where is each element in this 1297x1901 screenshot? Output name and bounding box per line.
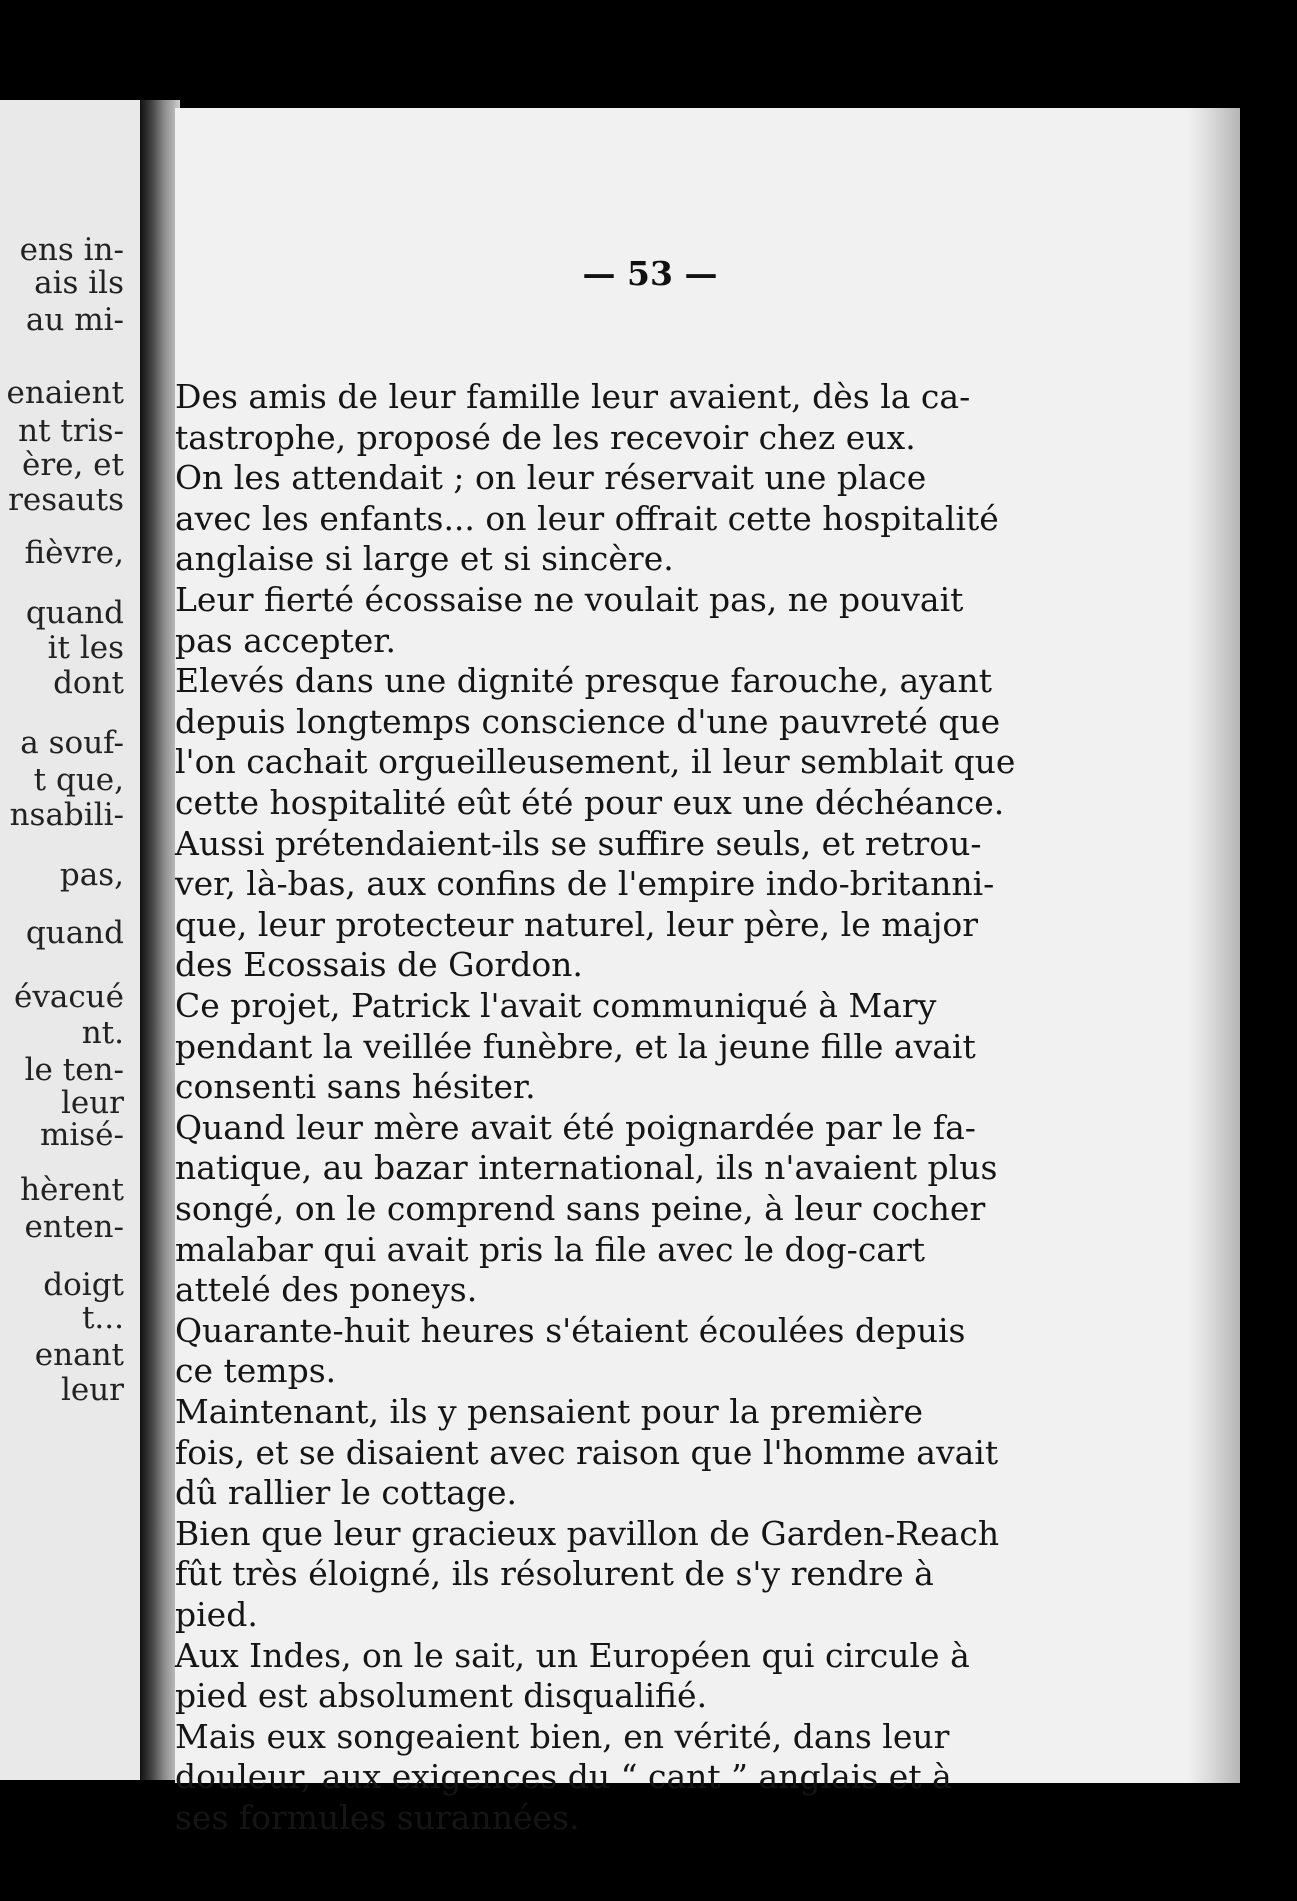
left-text-fragment: quand bbox=[25, 595, 124, 631]
page-number: — 53 — bbox=[582, 254, 718, 293]
text-line: songé, on le comprend sans peine, à leur cocher bbox=[175, 1189, 986, 1228]
left-text-fragment: au mi- bbox=[25, 302, 124, 338]
text-line: cette hospitalité eût été pour eux une déchéance. bbox=[175, 783, 1005, 822]
text-line: Aussi prétendaient-ils se suffire seuls, et retrou- bbox=[175, 823, 982, 863]
left-text-fragment: enaient bbox=[6, 375, 124, 411]
left-text-fragment: doigt bbox=[43, 1267, 124, 1303]
left-text-fragment: évacué bbox=[13, 979, 124, 1015]
text-line: fois, et se disaient avec raison que l'homme avait bbox=[175, 1432, 999, 1472]
left-text-fragment: t que, bbox=[33, 762, 124, 798]
text-line: pas accepter. bbox=[175, 620, 396, 660]
text-line: Maintenant, ils y pensaient pour la première bbox=[175, 1392, 924, 1431]
left-text-fragment: it les bbox=[47, 630, 124, 666]
left-text-fragment: ens in- bbox=[19, 232, 124, 268]
page-edge bbox=[1188, 108, 1240, 1783]
left-text-fragment: dont bbox=[53, 665, 124, 701]
left-text-fragment: hèrent bbox=[20, 1172, 124, 1208]
left-text-fragment: ère, et bbox=[21, 447, 124, 483]
text-line: Quarante-huit heures s'étaient écoulées depuis bbox=[175, 1310, 966, 1350]
left-text-fragment: resauts bbox=[8, 482, 124, 518]
left-text-fragment: pas, bbox=[59, 857, 124, 893]
text-line: Aux Indes, on le sait, un Européen qui circule à bbox=[175, 1635, 970, 1675]
left-text-fragment: fièvre, bbox=[24, 535, 124, 571]
text-line: Elevés dans une dignité presque farouche, ayant bbox=[175, 661, 992, 701]
text-line: ver, là-bas, aux confins de l'empire indo-britanni- bbox=[175, 864, 995, 904]
text-line: attelé des poneys. bbox=[175, 1270, 478, 1310]
right-page bbox=[175, 108, 1240, 1837]
text-line: ce temps. bbox=[175, 1351, 337, 1391]
left-text-fragment: misé- bbox=[39, 1117, 124, 1153]
left-text-fragment: enten- bbox=[24, 1209, 124, 1245]
text-line: Mais eux songeaient bien, en vérité, dans leur bbox=[175, 1716, 950, 1756]
left-text-fragment: leur bbox=[60, 1085, 124, 1121]
text-line: douleur, aux exigences du “ cant ” anglais et à bbox=[175, 1757, 952, 1797]
left-text-fragment: t... bbox=[81, 1300, 124, 1336]
text-line: anglaise si large et si sincère. bbox=[175, 539, 674, 579]
text-line: fût très éloigné, ils résolurent de s'y rendre à bbox=[175, 1554, 934, 1594]
text-line: avec les enfants... on leur offrait cette hospitalité bbox=[175, 498, 999, 538]
text-line: que, leur protecteur naturel, leur père, le major bbox=[175, 904, 979, 944]
left-text-fragment: nsabili- bbox=[9, 797, 124, 833]
text-line: pied est absolument disqualifié. bbox=[175, 1676, 708, 1716]
text-line: Quand leur mère avait été poignardée par le fa- bbox=[175, 1107, 976, 1147]
left-text-fragment: le ten- bbox=[24, 1052, 124, 1088]
text-line: On les attendait ; on leur réservait une place bbox=[175, 458, 927, 498]
text-line: depuis longtemps conscience d'une pauvreté que bbox=[175, 701, 1001, 741]
left-text-fragment: nt tris- bbox=[18, 413, 124, 449]
text-line: Des amis de leur famille leur avaient, dès la ca- bbox=[175, 377, 971, 416]
left-page bbox=[0, 100, 150, 1780]
book-binding bbox=[140, 100, 180, 1780]
text-line: malabar qui avait pris la file avec le dog-cart bbox=[175, 1229, 926, 1269]
text-line: pendant la veillée funèbre, et la jeune fille avait bbox=[175, 1026, 976, 1066]
left-text-fragment: enant bbox=[34, 1337, 124, 1373]
text-line: Leur fierté écossaise ne voulait pas, ne pouvait bbox=[175, 580, 964, 619]
text-line: ses formules surannées. bbox=[175, 1798, 580, 1837]
text-line: tastrophe, proposé de les recevoir chez eux. bbox=[175, 417, 916, 457]
text-line: natique, au bazar international, ils n'avaient plus bbox=[175, 1148, 998, 1188]
text-line: Ce projet, Patrick l'avait communiqué à Mary bbox=[175, 986, 937, 1025]
left-text-fragment: leur bbox=[60, 1372, 124, 1408]
left-text-fragment: quand bbox=[25, 915, 124, 951]
text-line: dû rallier le cottage. bbox=[175, 1473, 518, 1513]
left-text-fragment: ais ils bbox=[34, 265, 124, 301]
left-text-fragment: a souf- bbox=[20, 725, 124, 761]
text-line: Bien que leur gracieux pavillon de Garden-Reach bbox=[175, 1513, 1000, 1553]
text-line: des Ecossais de Gordon. bbox=[175, 945, 583, 985]
text-line: consenti sans hésiter. bbox=[175, 1067, 536, 1107]
left-text-fragment: nt. bbox=[81, 1015, 124, 1051]
text-line: l'on cachait orgueilleusement, il leur semblait que bbox=[175, 742, 1016, 782]
text-line: pied. bbox=[175, 1595, 258, 1634]
